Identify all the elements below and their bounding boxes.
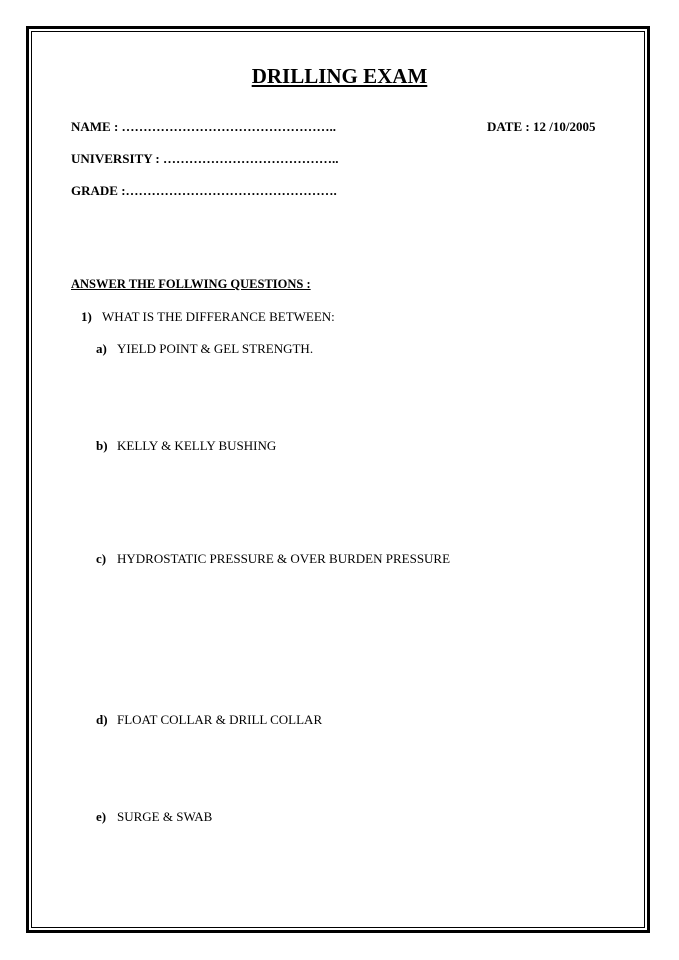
subquestion-text: HYDROSTATIC PRESSURE & OVER BURDEN PRESSURE [117, 551, 451, 566]
subquestion-label: d) [96, 712, 108, 727]
subquestion-label: b) [96, 438, 108, 453]
instructions-heading: ANSWER THE FOLLWING QUESTIONS : [71, 277, 311, 291]
university-field: UNIVERSITY : ………………………………….. [71, 151, 339, 166]
question-text: WHAT IS THE DIFFERANCE BETWEEN: [102, 309, 335, 324]
subquestion-text: SURGE & SWAB [117, 809, 213, 824]
subquestion-e [96, 809, 212, 825]
subquestion-text: KELLY & KELLY BUSHING [117, 438, 277, 453]
question-number: 1) [81, 309, 92, 324]
grade-field: GRADE :…………………………………………. [71, 183, 337, 198]
subquestion-text: YIELD POINT & GEL STRENGTH. [117, 341, 314, 356]
question-1 [81, 309, 335, 325]
subquestion-label: a) [96, 341, 107, 356]
subquestion-label: c) [96, 551, 107, 566]
subquestion-b [96, 438, 276, 454]
subquestion-a [96, 341, 313, 357]
exam-title: DRILLING EXAM [251, 64, 428, 88]
name-field: NAME : ………………………………………….. [71, 119, 337, 134]
subquestion-label: e) [96, 809, 107, 824]
date-field: DATE : 12 /10/2005 [487, 119, 596, 134]
subquestion-text: FLOAT COLLAR & DRILL COLLAR [117, 712, 323, 727]
subquestion-c [96, 551, 450, 567]
subquestion-d [96, 712, 322, 728]
